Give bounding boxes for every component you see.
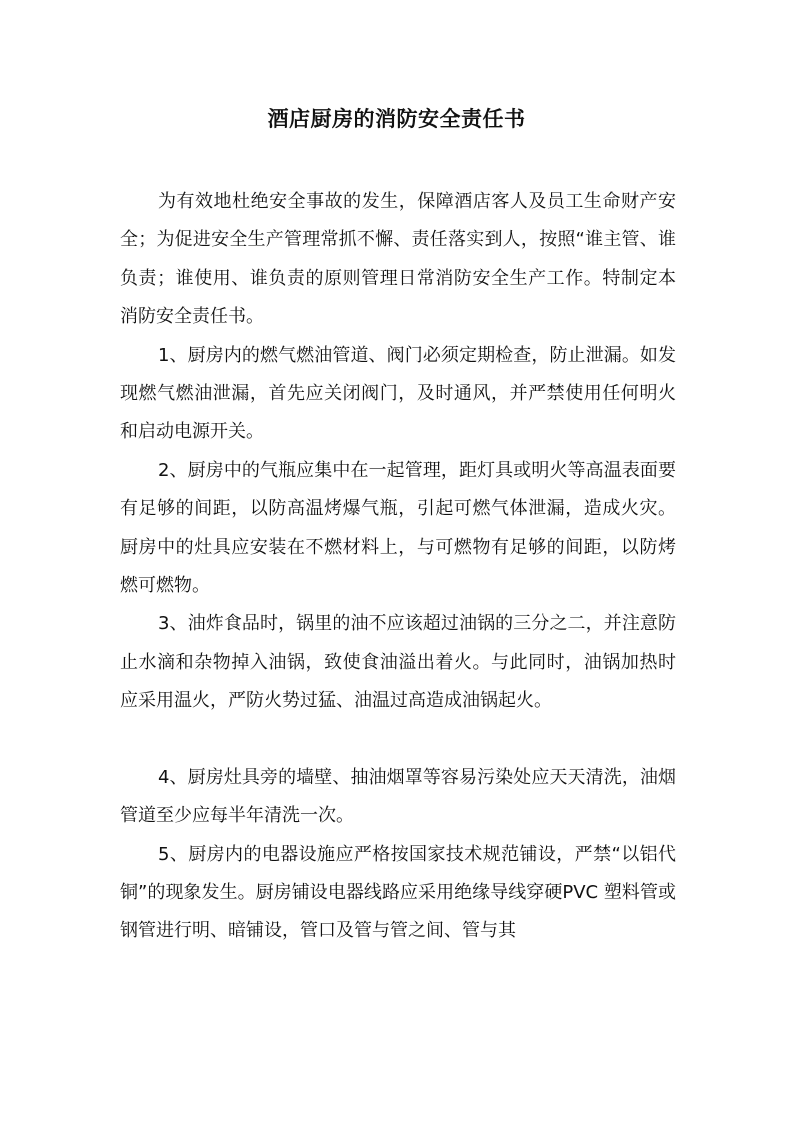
- clause-1-paragraph: 1、厨房内的燃气燃油管道、阀门必须定期检查，防止泄漏。如发现燃气燃油泄漏，首先应关闭阀门，及时通风，并严禁使用任何明火和启动电源开关。: [120, 344, 676, 443]
- document-title: 酒店厨房的消防安全责任书: [267, 107, 526, 131]
- clause-5-paragraph: 5、厨房内的电器设施应严格按国家技术规范铺设，严禁“以铝代铜”的现象发生。厨房铺设电器线路应采用绝缘导线穿硬PVC 塑料管或钢管进行明、暗铺设，管口及管与管之间、管与其: [120, 843, 676, 942]
- clause-2-paragraph: 2、厨房中的气瓶应集中在一起管理，距灯具或明火等高温表面要有足够的间距，以防高温烤爆气瓶，引起可燃气体泄漏，造成火灾。厨房中的灶具应安装在不燃材料上，与可燃物有足够的间距，以防烤燃可燃物。: [120, 459, 676, 597]
- clause-3-paragraph: 3、油炸食品时，锅里的油不应该超过油锅的三分之二，并注意防止水滴和杂物掉入油锅，致使食油溢出着火。与此同时，油锅加热时应采用温火，严防火势过猛、油温过高造成油锅起火。: [120, 613, 676, 712]
- clause-4-paragraph: 4、厨房灶具旁的墙壁、抽油烟罩等容易污染处应天天清洗，油烟管道至少应每半年清洗一次。: [120, 766, 676, 827]
- document-body: [120, 183, 676, 951]
- intro-paragraph: 为有效地杜绝安全事故的发生，保障酒店客人及员工生命财产安全；为促进安全生产管理常抓不懈、责任落实到人，按照“谁主管、谁负责；谁使用、谁负责的原则管理日常消防安全生产工作。特制定本消防安全责任书。: [120, 191, 676, 328]
